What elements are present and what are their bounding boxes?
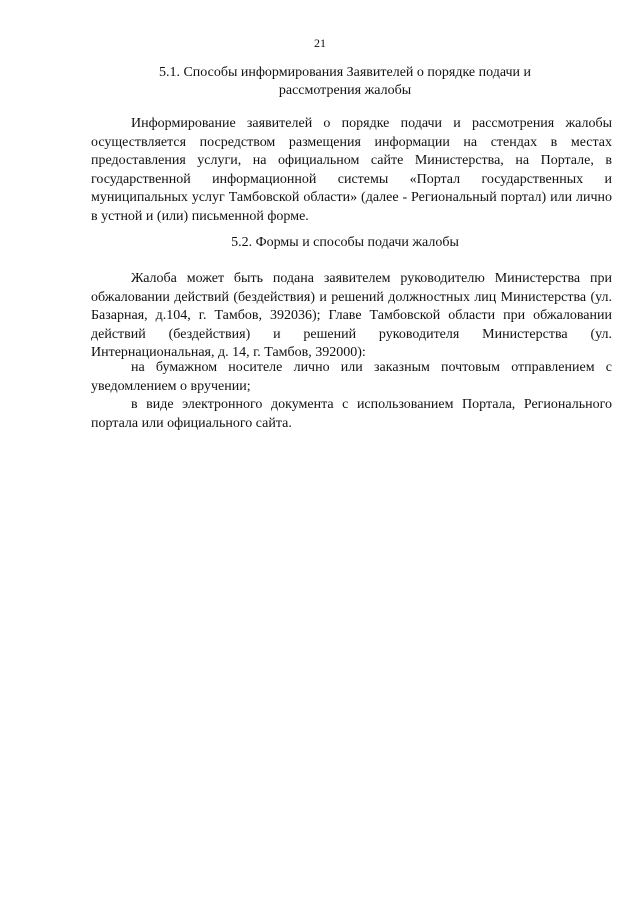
section-5-1-heading-line2: рассмотрения жалобы — [278, 83, 412, 98]
section-5-2-paragraph-1: Жалоба может быть подана заявителем руководителю Министерства при обжаловании действий (бездействия) и решений должностных лиц Министерства (ул. Базарная, д.104, г. Тамбов, 392036); Главе Тамбовской области при обжаловании действий (бездействия) и решений руководителя Министерства (ул. Интернациональная, д. 14, г. Тамбов, 392000): — [91, 271, 612, 360]
section-5-1-paragraph: Информирование заявителей о порядке подачи и рассмотрения жалобы осуществляется посредством размещения информации на стендах в местах предоставления услуги, на официальном сайте Министерства, на Портале, в государственной информационной системы «Портал государственных и муниципальных услуг Тамбовской области» (далее - Региональный портал) или лично в устной и (или) письменной форме. — [91, 116, 612, 224]
section-5-2-paragraph-2: на бумажном носителе лично или заказным почтовым отправлением с уведомлением о вручении; — [91, 360, 612, 394]
section-5-1-heading-line1: 5.1. Способы информирования Заявителей о порядке подачи и — [158, 65, 532, 80]
page-number: 21 — [314, 36, 326, 50]
section-5-2-paragraph-3: в виде электронного документа с использованием Портала, Регионального портала или официального сайта. — [91, 397, 612, 431]
section-5-2-heading: 5.2. Формы и способы подачи жалобы — [231, 235, 459, 250]
section-5-1-heading — [150, 64, 540, 100]
